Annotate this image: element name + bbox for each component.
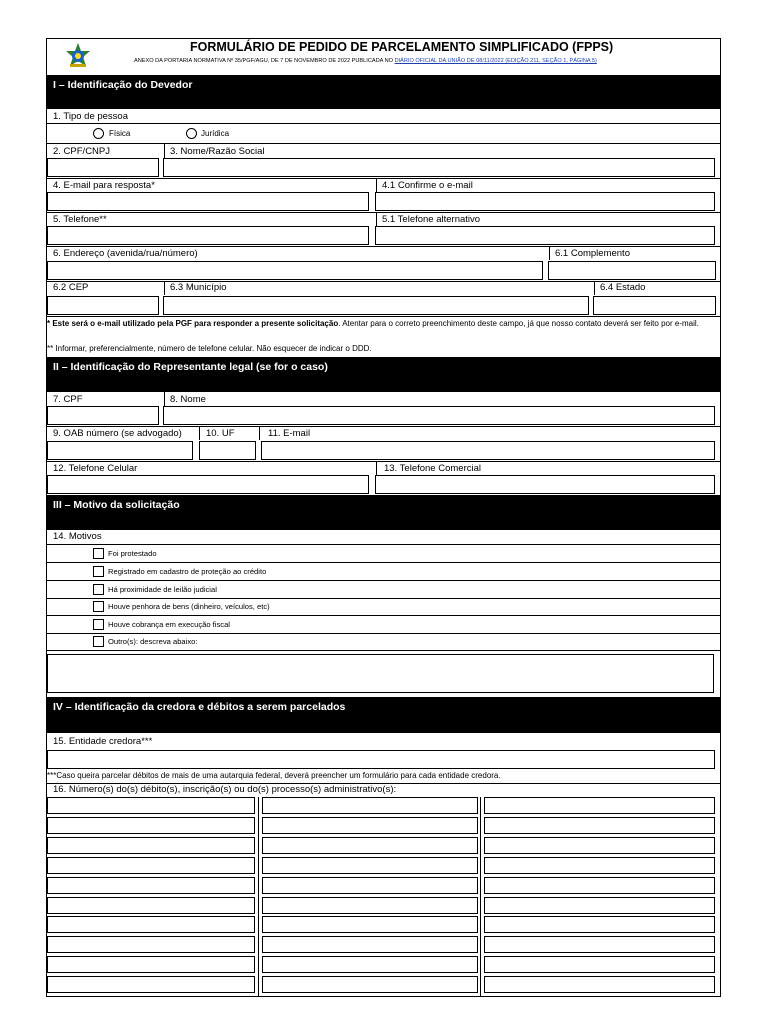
motivo-label: Outro(s): descreva abaixo: xyxy=(108,637,198,646)
divider xyxy=(376,212,377,226)
radio-fisica[interactable] xyxy=(93,128,104,139)
divider xyxy=(376,178,377,192)
telefone-alt-input[interactable] xyxy=(375,226,715,245)
celular-input[interactable] xyxy=(47,475,369,494)
divider xyxy=(47,598,720,599)
section-1-heading: I – Identificação do Devedor xyxy=(47,75,720,109)
motivos-label: 14. Motivos xyxy=(53,531,102,542)
municipio-label: 6.3 Município xyxy=(170,282,227,293)
brasao-emblem-icon xyxy=(64,42,92,70)
debito-input[interactable] xyxy=(262,976,478,993)
entidade-label: 15. Entidade credora*** xyxy=(53,736,153,747)
motivo-cadastro-checkbox[interactable] xyxy=(93,566,104,577)
motivo-label: Há proximidade de leilão judicial xyxy=(108,585,217,594)
debito-input[interactable] xyxy=(262,956,478,973)
entidade-input[interactable] xyxy=(47,750,715,769)
rep-email-input[interactable] xyxy=(261,441,715,460)
email-confirm-label: 4.1 Confirme o e-mail xyxy=(382,180,473,191)
cep-input[interactable] xyxy=(47,296,159,315)
telefone-alt-label: 5.1 Telefone alternativo xyxy=(382,214,481,225)
divider xyxy=(47,212,720,213)
oab-label: 9. OAB número (se advogado) xyxy=(53,428,182,439)
debito-input[interactable] xyxy=(484,877,715,894)
debito-input[interactable] xyxy=(47,817,255,834)
debito-input[interactable] xyxy=(484,916,715,933)
complemento-input[interactable] xyxy=(548,261,716,280)
debito-input[interactable] xyxy=(47,897,255,914)
divider xyxy=(47,580,720,581)
motivo-label: Registrado em cadastro de proteção ao crédito xyxy=(108,567,267,576)
outros-descricao-textarea[interactable] xyxy=(47,654,714,693)
divider xyxy=(376,461,377,475)
telefone-note: ** Informar, preferencialmente, número de telefone celular. Não esquecer de indicar o DDD. xyxy=(47,344,372,353)
debito-input[interactable] xyxy=(47,797,255,814)
section-2-heading: II – Identificação do Representante legal (se for o caso) xyxy=(47,357,720,392)
email-note-rest: . Atentar para o correto preenchimento deste campo, já que nosso contato deverá ser feito por e-mail. xyxy=(338,319,699,328)
divider xyxy=(164,143,165,158)
divider xyxy=(47,123,720,124)
endereco-label: 6. Endereço (avenida/rua/número) xyxy=(53,248,198,259)
divider xyxy=(594,281,595,295)
debito-input[interactable] xyxy=(262,877,478,894)
comercial-input[interactable] xyxy=(375,475,715,494)
rep-cpf-input[interactable] xyxy=(47,406,159,425)
municipio-input[interactable] xyxy=(163,296,589,315)
debito-input[interactable] xyxy=(262,916,478,933)
debito-input[interactable] xyxy=(47,857,255,874)
subtitle-text: ANEXO DA PORTARIA NORMATIVA Nº 35/PGF/AGU, DE 7 DE NOVEMBRO DE 2022 PUBLICADA NO xyxy=(134,58,394,64)
nome-label: 3. Nome/Razão Social xyxy=(170,146,265,157)
debito-input[interactable] xyxy=(262,936,478,953)
cpf-cnpj-input[interactable] xyxy=(47,158,159,177)
debito-input[interactable] xyxy=(484,857,715,874)
divider xyxy=(549,246,550,260)
divider xyxy=(164,392,165,406)
entidade-note: ***Caso queira parcelar débitos de mais de uma autarquia federal, deverá preencher um formulário para cada entidade credora. xyxy=(47,771,501,780)
motivo-penhora-checkbox[interactable] xyxy=(93,601,104,612)
divider xyxy=(47,316,720,317)
divider xyxy=(47,615,720,616)
divider xyxy=(47,246,720,247)
debito-input[interactable] xyxy=(47,916,255,933)
debito-input[interactable] xyxy=(47,837,255,854)
divider xyxy=(47,544,720,545)
section-3-heading: III – Motivo da solicitação xyxy=(47,495,720,530)
form-subtitle xyxy=(134,58,597,64)
motivo-leilao-checkbox[interactable] xyxy=(93,584,104,595)
debito-input[interactable] xyxy=(484,976,715,993)
rep-nome-label: 8. Nome xyxy=(170,394,206,405)
debito-input[interactable] xyxy=(484,956,715,973)
motivo-execucao-checkbox[interactable] xyxy=(93,619,104,630)
nome-input[interactable] xyxy=(163,158,715,177)
divider xyxy=(47,426,720,427)
debito-input[interactable] xyxy=(47,936,255,953)
email-note-bold: * Este será o e-mail utilizado pela PGF para responder a presente solicitação xyxy=(47,319,339,328)
divider xyxy=(47,143,720,144)
telefone-label: 5. Telefone** xyxy=(53,214,107,225)
endereco-input[interactable] xyxy=(47,261,543,280)
debito-input[interactable] xyxy=(47,877,255,894)
section-4-heading: IV – Identificação da credora e débitos a serem parcelados xyxy=(47,697,720,733)
comercial-label: 13. Telefone Comercial xyxy=(384,463,481,474)
email-input[interactable] xyxy=(47,192,369,211)
fisica-label: Física xyxy=(109,129,131,138)
debito-input[interactable] xyxy=(484,936,715,953)
cpf-cnpj-label: 2. CPF/CNPJ xyxy=(53,146,111,157)
uf-input[interactable] xyxy=(199,441,256,460)
debito-input[interactable] xyxy=(484,797,715,814)
motivo-label: Foi protestado xyxy=(108,549,157,558)
divider xyxy=(47,178,720,179)
debito-input[interactable] xyxy=(47,956,255,973)
divider xyxy=(258,797,259,996)
rep-cpf-label: 7. CPF xyxy=(53,394,83,405)
motivo-protestado-checkbox[interactable] xyxy=(93,548,104,559)
divider xyxy=(480,797,481,996)
divider xyxy=(259,426,260,440)
divider xyxy=(164,281,165,295)
debito-input[interactable] xyxy=(262,817,478,834)
motivo-outros-checkbox[interactable] xyxy=(93,636,104,647)
divider xyxy=(47,562,720,563)
estado-label: 6.4 Estado xyxy=(600,282,646,293)
divider xyxy=(199,426,200,440)
debito-input[interactable] xyxy=(484,897,715,914)
oab-input[interactable] xyxy=(47,441,193,460)
juridica-label: Jurídica xyxy=(201,129,230,138)
diario-oficial-link[interactable]: DIÁRIO OFICIAL DA UNIÃO DE 08/11/2022 (EDIÇÃO 211, SEÇÃO 1, PÁGINA 5) xyxy=(394,58,597,64)
cep-label: 6.2 CEP xyxy=(53,282,89,293)
tipo-pessoa-label: 1. Tipo de pessoa xyxy=(53,111,128,122)
motivo-label: Houve cobrança em execução fiscal xyxy=(108,620,230,629)
debito-input[interactable] xyxy=(484,837,715,854)
email-label: 4. E-mail para resposta* xyxy=(53,180,155,191)
uf-label: 10. UF xyxy=(206,428,235,439)
debitos-label: 16. Número(s) do(s) débito(s), inscrição(s) ou do(s) processo(s) administrativo(s): xyxy=(53,784,397,795)
email-note xyxy=(47,318,722,330)
rep-email-label: 11. E-mail xyxy=(268,428,311,439)
radio-juridica[interactable] xyxy=(186,128,197,139)
email-confirm-input[interactable] xyxy=(375,192,715,211)
telefone-input[interactable] xyxy=(47,226,369,245)
divider xyxy=(47,650,720,651)
debito-input[interactable] xyxy=(262,797,478,814)
rep-nome-input[interactable] xyxy=(163,406,715,425)
divider xyxy=(47,633,720,634)
debito-input[interactable] xyxy=(262,837,478,854)
estado-input[interactable] xyxy=(593,296,716,315)
debito-input[interactable] xyxy=(47,976,255,993)
complemento-label: 6.1 Complemento xyxy=(555,248,630,259)
debito-input[interactable] xyxy=(262,897,478,914)
celular-label: 12. Telefone Celular xyxy=(53,463,138,474)
motivo-label: Houve penhora de bens (dinheiro, veículos, etc) xyxy=(108,602,270,611)
debito-input[interactable] xyxy=(262,857,478,874)
debito-input[interactable] xyxy=(484,817,715,834)
form-title: FORMULÁRIO DE PEDIDO DE PARCELAMENTO SIMPLIFICADO (FPPS) xyxy=(190,40,614,54)
divider xyxy=(47,461,720,462)
